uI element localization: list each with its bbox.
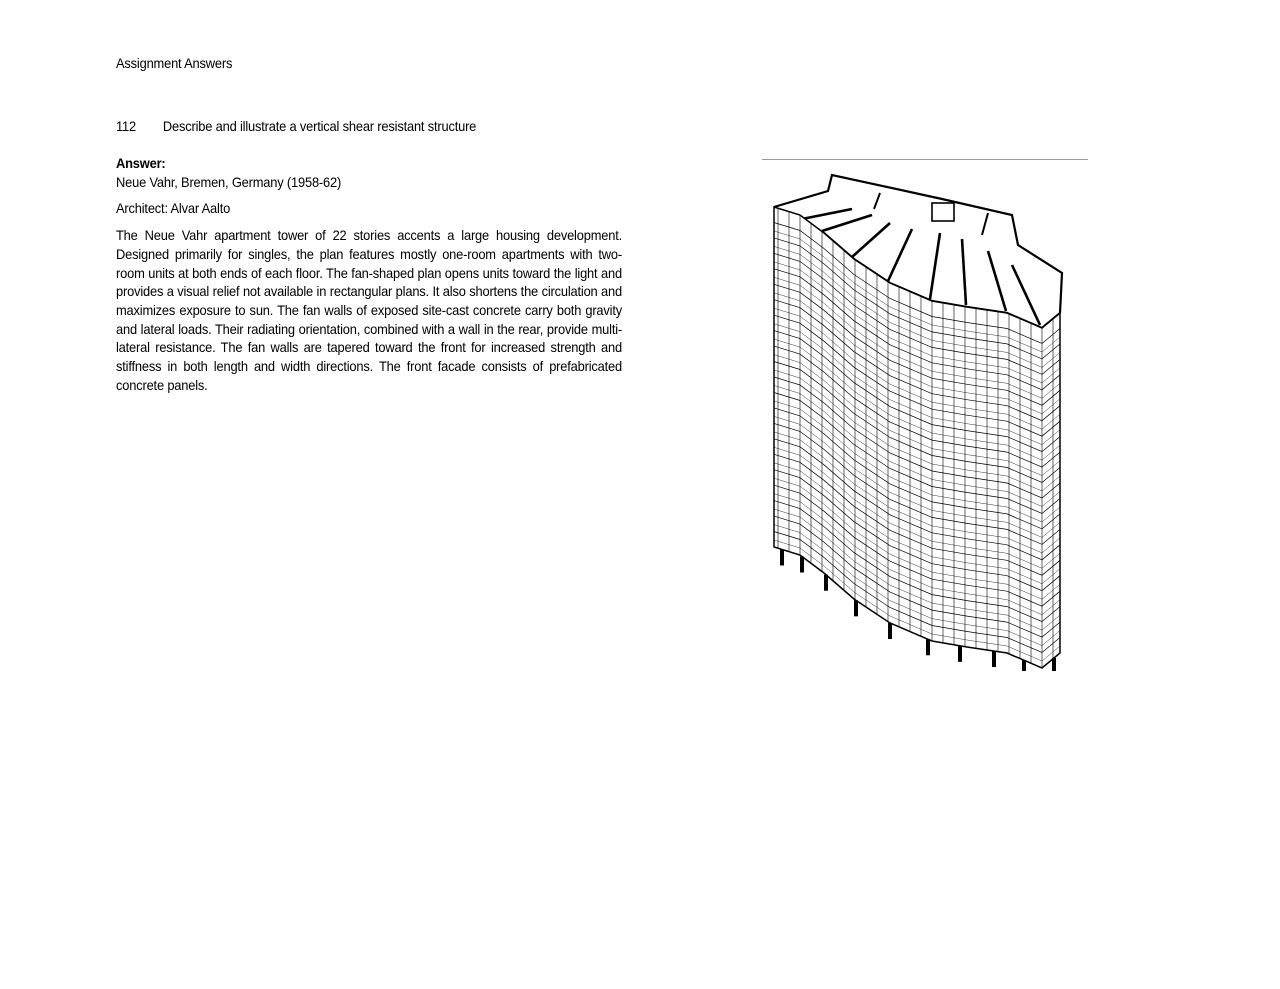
piloti-column (926, 639, 930, 655)
piloti-column (888, 623, 892, 639)
question-text: Describe and illustrate a vertical shear resistant structure (162, 118, 477, 134)
fan-wall (802, 209, 852, 219)
fan-wall (930, 233, 940, 299)
rear-wall (982, 213, 988, 235)
answer-description: The Neue Vahr apartment tower of 22 stories accents a large housing development. Designed primarily for singles, the plan features mostly one-room apartments with two-room units at both ends of each floor. The fan-shaped plan opens units toward the light and provides a visual relief not available in rectangular plans. It also shortens the circulation and maximizes exposure to sun. The fan walls of exposed site-cast concrete carry both gravity and lateral loads. Their radiating orientation, combined with a wall in the rear, provide multi-lateral resistance. The fan walls are tapered toward the front for increased strength and stiffness in both length and width directions. The front facade consists of prefabricated concrete panels. (116, 227, 622, 393)
fan-wall (852, 223, 890, 257)
architect: Architect: Alvar Aalto (116, 200, 231, 217)
figure-top-rule (762, 159, 1088, 160)
piloti-column (958, 646, 962, 662)
rear-wall (874, 193, 880, 209)
fan-wall (822, 215, 872, 231)
piloti-column (780, 549, 784, 565)
tower-drawing (762, 163, 1088, 671)
piloti-column (854, 600, 858, 616)
answer-label: Answer: (116, 155, 166, 171)
piloti-column (1022, 660, 1026, 671)
page-header: Assignment Answers (116, 55, 233, 71)
building-illustration (762, 159, 1088, 671)
piloti-column (800, 557, 804, 573)
question-number: 112 (116, 118, 136, 134)
fan-wall (962, 239, 966, 305)
core-stair (932, 203, 954, 221)
question (116, 118, 476, 134)
piloti-column (824, 575, 828, 591)
piloti-column (992, 651, 996, 667)
building-name: Neue Vahr, Bremen, Germany (1958-62) (116, 173, 342, 190)
fan-wall (988, 251, 1006, 311)
fan-wall (888, 229, 912, 281)
piloti-column (1052, 658, 1056, 671)
answer-block (116, 154, 622, 394)
